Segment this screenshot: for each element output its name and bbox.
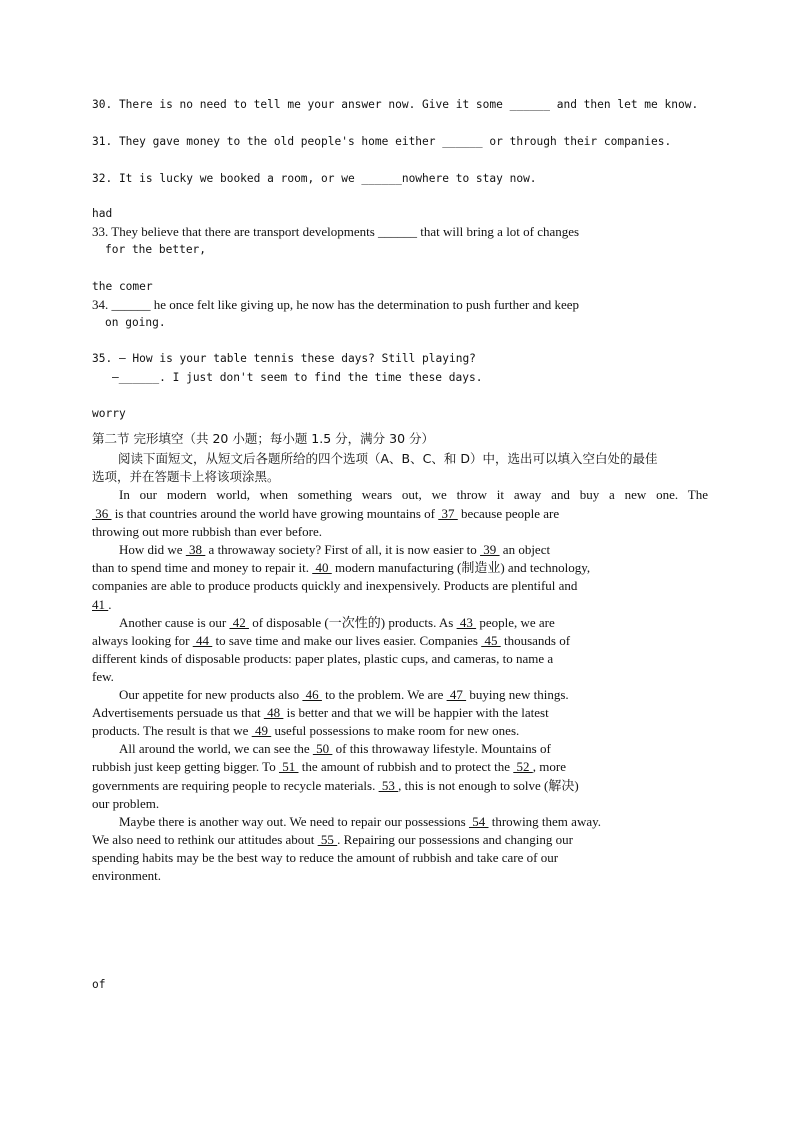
- blank-51: 51: [278, 759, 299, 774]
- question-32-options: [92, 187, 708, 205]
- question-33-stem: 33. They believe that there are transport developments ______ that will bring a lot of changes: [92, 224, 580, 239]
- passage-line: [119, 813, 708, 831]
- passage-text: is better and that we will be happier with the latest: [283, 705, 549, 720]
- question-32-wrap: had: [92, 207, 113, 220]
- passage-line: [119, 740, 708, 758]
- passage-text: buying new things.: [466, 687, 569, 702]
- section-instructions-cont: 选项，并在答题卡上将该项涂黑。: [92, 469, 280, 484]
- passage-text: the amount of rubbish and to protect the: [298, 759, 514, 774]
- question-35-line2: —______. I just don't seem to find the time these days.: [112, 371, 483, 384]
- blank-37: 37: [438, 506, 458, 521]
- blank-54: 54: [468, 814, 489, 829]
- blank-41: 41: [92, 597, 109, 612]
- blank-53: 53: [378, 778, 399, 793]
- blank-49: 49: [251, 723, 272, 738]
- question-34-stem: 34. ______ he once felt like giving up, he now has the determination to push further and keep: [92, 297, 580, 312]
- options-40-wrap: of: [92, 978, 106, 991]
- passage-text: .: [108, 597, 112, 612]
- passage-line: companies are able to produce products quickly and inexpensively. Products are plentiful and: [92, 578, 578, 593]
- question-35-wrap: worry: [92, 407, 126, 420]
- passage-text: products. The result is that we: [92, 723, 252, 738]
- blank-38: 38: [185, 542, 206, 557]
- blank-40: 40: [312, 560, 332, 575]
- passage-line: [92, 632, 708, 650]
- passage-line: environment.: [92, 868, 161, 883]
- blank-45: 45: [481, 633, 501, 648]
- passage-text: , this is not enough to solve (解决): [398, 778, 579, 793]
- passage-line: [92, 596, 708, 614]
- passage-text: to the problem. We are: [321, 687, 447, 702]
- passage-line: [92, 758, 708, 776]
- passage-text: a throwaway society? First of all, it is now easier to: [205, 542, 481, 557]
- passage-text: useful possessions to make room for new ones.: [271, 723, 520, 738]
- passage-text: governments are requiring people to recycle materials.: [92, 778, 379, 793]
- blank-48: 48: [263, 705, 284, 720]
- passage-line: spending habits may be the best way to reduce the amount of rubbish and take care of our: [92, 850, 559, 865]
- question-31-options: [92, 151, 708, 169]
- blank-47: 47: [446, 687, 467, 702]
- passage-line: [92, 831, 708, 849]
- passage-line: [119, 541, 708, 559]
- passage-line: In our modern world, when something wears out, we throw it away and buy a new one. The: [119, 487, 708, 502]
- question-33-options: [92, 260, 708, 278]
- passage-text: modern manufacturing (制造业) and technology,: [331, 560, 591, 575]
- passage-text: of this throwaway lifestyle. Mountains of: [332, 741, 551, 756]
- passage-text: Maybe there is another way out. We need to repair our possessions: [119, 814, 469, 829]
- passage-text: people, we are: [476, 615, 555, 630]
- passage-text: How did we: [119, 542, 186, 557]
- passage-line: [92, 559, 708, 577]
- passage-line: [119, 686, 708, 704]
- passage-text: All around the world, we can see the: [119, 741, 313, 756]
- passage-text: Another cause is our: [119, 615, 230, 630]
- passage-text: Our appetite for new products also: [119, 687, 303, 702]
- passage-line: [119, 614, 708, 632]
- passage-text: to save time and make our lives easier. Companies: [212, 633, 482, 648]
- blank-44: 44: [192, 633, 213, 648]
- options-36: [92, 885, 708, 903]
- passage-line: different kinds of disposable products: paper plates, plastic cups, and cameras, to name a: [92, 651, 554, 666]
- section-instructions: 阅读下面短文，从短文后各题所给的四个选项（A、B、C、和 D）中，选出可以填入空白处的最佳: [118, 451, 658, 466]
- section-title: 第二节 完形填空（共 20 小题；每小题 1.5 分，满分 30 分）: [92, 431, 435, 446]
- blank-52: 52: [513, 759, 533, 774]
- question-34-stem-cont: on going.: [105, 316, 166, 329]
- options-38: [92, 921, 708, 939]
- passage-text: throwing them away.: [488, 814, 602, 829]
- passage-line: throwing out more rubbish than ever before.: [92, 524, 322, 539]
- passage-line: few.: [92, 669, 114, 684]
- blank-46: 46: [302, 687, 322, 702]
- passage-text: always looking for: [92, 633, 193, 648]
- question-34-options: [92, 332, 708, 350]
- passage-text: than to spend time and money to repair it.: [92, 560, 313, 575]
- blank-42: 42: [229, 615, 249, 630]
- options-37: [92, 903, 708, 921]
- blank-43: 43: [456, 615, 477, 630]
- passage-text: rubbish just keep getting bigger. To: [92, 759, 279, 774]
- passage-text: Advertisements persuade us that: [92, 705, 264, 720]
- passage-text: . Repairing our possessions and changing our: [337, 832, 573, 847]
- question-35-options: [92, 387, 708, 405]
- options-41: [92, 994, 708, 1012]
- passage-line: [92, 704, 708, 722]
- question-30-options: [92, 114, 708, 132]
- passage-line: [92, 722, 708, 740]
- question-32-stem: 32. It is lucky we booked a room, or we ______nowhere to stay now.: [92, 172, 537, 185]
- passage-line: our problem.: [92, 796, 160, 811]
- blank-55: 55: [317, 832, 338, 847]
- question-30-stem: 30. There is no need to tell me your answer now. Give it some ______ and then let me know.: [92, 98, 699, 111]
- passage-text: of disposable (一次性的) products. As: [248, 615, 457, 630]
- options-39: [92, 939, 708, 957]
- question-35-line1: 35. — How is your table tennis these days? Still playing?: [92, 352, 476, 365]
- question-33-stem-cont: for the better,: [105, 243, 207, 256]
- blank-50: 50: [312, 741, 333, 756]
- blank-39: 39: [480, 542, 500, 557]
- blank-36: 36: [92, 506, 112, 521]
- passage-text: because people are: [457, 506, 560, 521]
- passage-text: an object: [499, 542, 551, 557]
- passage-text: is that countries around the world have growing mountains of: [111, 506, 439, 521]
- passage-line: [92, 505, 708, 523]
- passage-text: thousands of: [500, 633, 571, 648]
- passage-line: [92, 777, 708, 795]
- question-33-wrap: the comer: [92, 280, 153, 293]
- passage-text: , more: [532, 759, 567, 774]
- options-40: [92, 958, 708, 976]
- passage-text: We also need to rethink our attitudes about: [92, 832, 318, 847]
- question-31-stem: 31. They gave money to the old people's home either ______ or through their companies.: [92, 135, 672, 148]
